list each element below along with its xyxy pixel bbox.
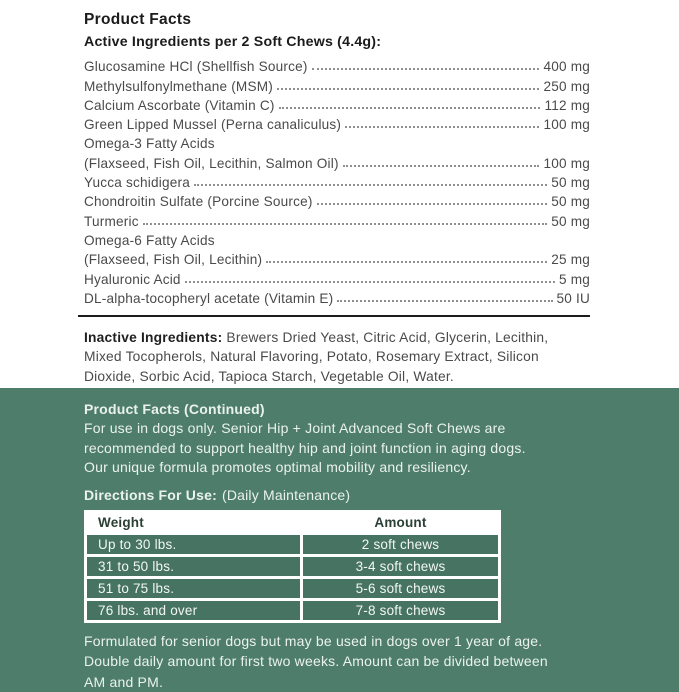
dosage-footnote	[84, 631, 590, 692]
ingredient-name: Methylsulfonylmethane (MSM)	[84, 78, 273, 94]
directions-note: (Daily Maintenance)	[221, 486, 351, 503]
ingredient-group-row	[84, 229, 590, 248]
usage-description-line: recommended to support healthy hip and joint function in aging dogs.	[84, 439, 526, 456]
ingredient-amount: 50 mg	[551, 213, 590, 229]
ingredient-row	[84, 190, 590, 209]
dosage-table-header-row	[86, 511, 500, 533]
continued-section	[0, 388, 679, 692]
ingredient-name: DL-alpha-tocopheryl acetate (Vitamin E)	[84, 290, 334, 306]
ingredient-amount: 50 mg	[551, 194, 590, 210]
table-row	[86, 533, 500, 555]
ingredient-name: Omega-3 Fatty Acids	[84, 136, 215, 152]
ingredient-amount: 100 mg	[543, 155, 590, 171]
continued-title: Product Facts (Continued)	[84, 401, 265, 417]
dotted-leader	[337, 300, 552, 302]
dotted-leader	[343, 165, 540, 167]
amount-cell: 2 soft chews	[302, 533, 500, 555]
amount-cell: 5-6 soft chews	[302, 577, 500, 599]
ingredient-name: Glucosamine HCl (Shellfish Source)	[84, 59, 308, 75]
dosage-footnote-line: AM and PM.	[84, 673, 164, 690]
ingredient-name: Calcium Ascorbate (Vitamin C)	[84, 97, 275, 113]
inactive-ingredients-line: Dioxide, Sorbic Acid, Tapioca Starch, Vegetable Oil, Water.	[84, 368, 454, 384]
ingredient-row	[84, 267, 590, 286]
weight-cell: 51 to 75 lbs.	[86, 577, 302, 599]
dotted-leader	[279, 107, 541, 109]
ingredient-name: Green Lipped Mussel (Perna canaliculus)	[84, 117, 342, 133]
ingredient-row	[84, 55, 590, 74]
ingredient-amount: 112 mg	[544, 97, 590, 113]
ingredient-name: (Flaxseed, Fish Oil, Lecithin)	[84, 252, 263, 268]
ingredient-row	[84, 151, 590, 170]
inactive-ingredients-line: Brewers Dried Yeast, Citric Acid, Glycerin, Lecithin,	[226, 329, 549, 345]
dotted-leader	[345, 126, 539, 128]
ingredient-amount: 50 mg	[551, 175, 590, 191]
ingredient-row	[84, 74, 590, 93]
ingredient-row	[84, 287, 590, 306]
ingredient-name: Yucca schidigera	[84, 175, 190, 191]
ingredient-amount: 5 mg	[558, 271, 590, 287]
ingredient-amount: 100 mg	[543, 117, 590, 133]
dotted-leader	[312, 68, 540, 70]
ingredient-name: Hyaluronic Acid	[84, 271, 181, 287]
ingredient-name: Omega-6 Fatty Acids	[84, 232, 215, 248]
amount-cell: 3-4 soft chews	[302, 555, 500, 577]
dotted-leader	[185, 281, 555, 283]
usage-description	[84, 419, 590, 477]
ingredient-amount: 25 mg	[551, 252, 590, 268]
ingredient-name: Turmeric	[84, 213, 139, 229]
ingredient-row	[84, 248, 590, 267]
ingredient-row	[84, 113, 590, 132]
weight-cell: Up to 30 lbs.	[86, 533, 302, 555]
ingredient-name: Chondroitin Sulfate (Porcine Source)	[84, 194, 313, 210]
weight-cell: 31 to 50 lbs.	[86, 555, 302, 577]
section-divider	[78, 315, 590, 317]
weight-cell: 76 lbs. and over	[86, 599, 302, 621]
table-row	[86, 577, 500, 599]
dotted-leader	[143, 223, 548, 225]
dosage-footnote-line: Formulated for senior dogs but may be used in dogs over 1 year of age.	[84, 632, 543, 649]
ingredient-list	[84, 55, 590, 306]
directions-heading	[84, 486, 590, 505]
usage-description-line: For use in dogs only. Senior Hip + Joint Advanced Soft Chews are	[84, 420, 506, 437]
amount-cell: 7-8 soft chews	[302, 599, 500, 621]
inactive-ingredients-line: Mixed Tocopherols, Natural Flavoring, Potato, Rosemary Extract, Silicon	[84, 349, 539, 365]
usage-description-line: Our unique formula promotes optimal mobility and resiliency.	[84, 458, 471, 475]
ingredient-row	[84, 209, 590, 228]
table-row	[86, 555, 500, 577]
page-title: Product Facts	[84, 11, 192, 28]
amount-column-header: Amount	[302, 511, 500, 533]
ingredient-amount: 250 mg	[543, 78, 590, 94]
ingredient-amount: 400 mg	[543, 59, 590, 75]
directions-label: Directions For Use:	[84, 486, 217, 503]
table-row	[86, 599, 500, 621]
inactive-ingredients-label: Inactive Ingredients:	[84, 329, 223, 345]
ingredient-row	[84, 171, 590, 190]
ingredient-amount: 50 IU	[556, 290, 590, 306]
weight-column-header: Weight	[86, 511, 302, 533]
dotted-leader	[277, 88, 539, 90]
dotted-leader	[266, 261, 547, 263]
dosage-footnote-line: Double daily amount for first two weeks. Amount can be divided between	[84, 653, 548, 670]
ingredient-group-row	[84, 132, 590, 151]
active-ingredients-heading: Active Ingredients per 2 Soft Chews (4.4g):	[84, 34, 382, 50]
dotted-leader	[194, 184, 547, 186]
ingredient-name: (Flaxseed, Fish Oil, Lecithin, Salmon Oil)	[84, 155, 339, 171]
dotted-leader	[317, 203, 548, 205]
inactive-ingredients-paragraph	[84, 328, 590, 386]
ingredient-row	[84, 94, 590, 113]
dosage-table	[84, 510, 501, 623]
